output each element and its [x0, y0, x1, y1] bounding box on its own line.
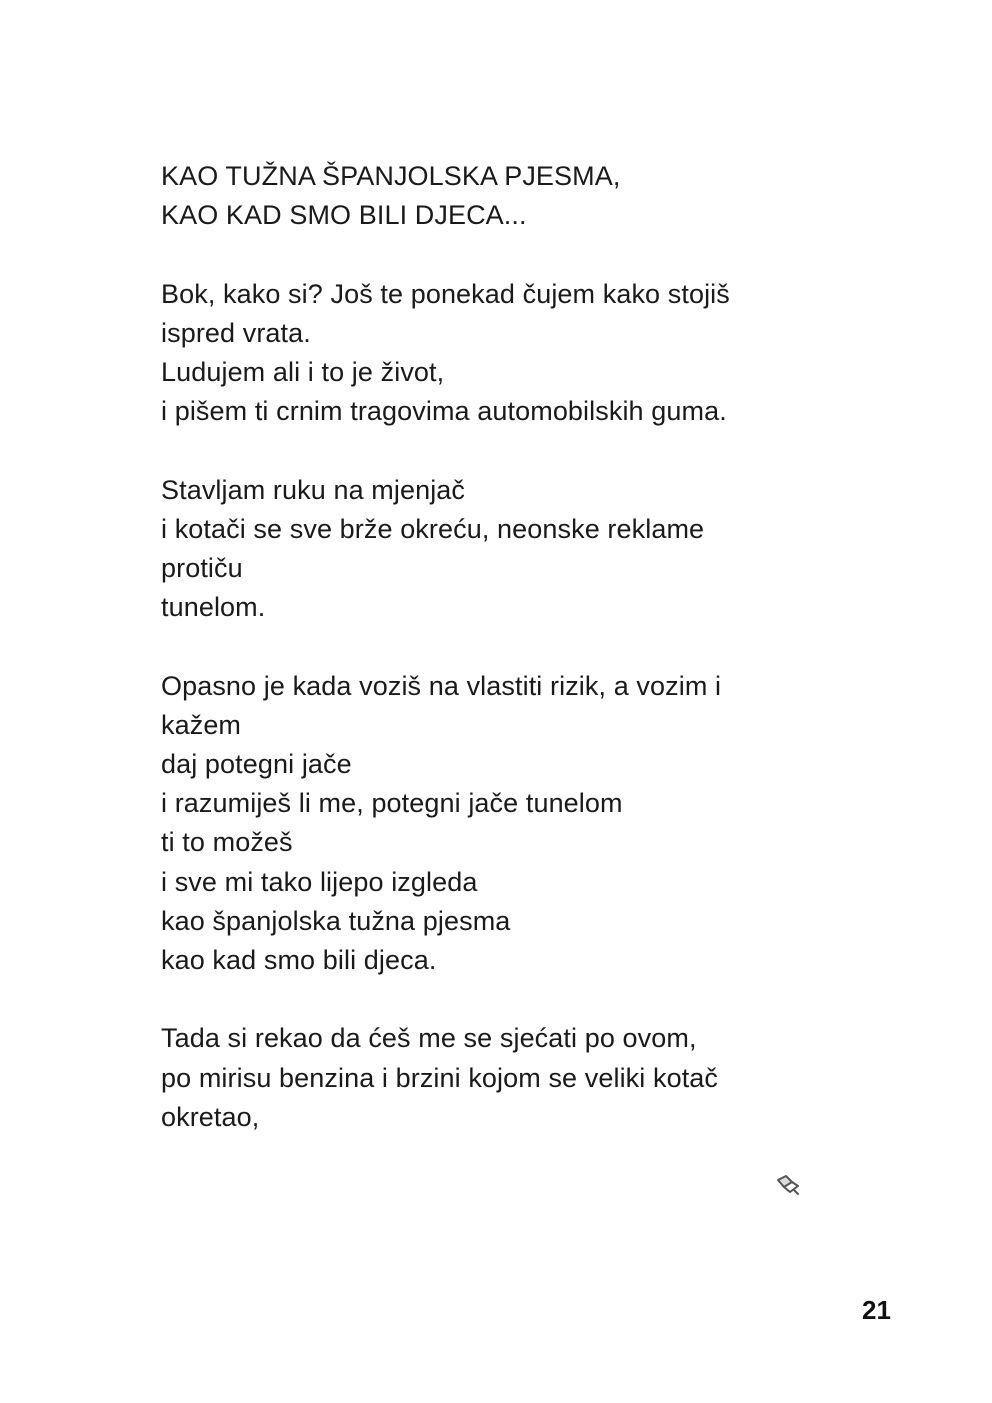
page-number: 21 — [862, 1295, 891, 1325]
poem-line: ti to možeš — [161, 827, 293, 858]
poem-line: i razumiješ li me, potegni jače tunelom — [161, 788, 623, 819]
poem-line: tunelom. — [161, 592, 266, 623]
stanza-4 — [161, 1019, 861, 1137]
poem-title-line-1: KAO TUŽNA ŠPANJOLSKA PJESMA, — [161, 161, 621, 191]
poem-title-line-2: KAO KAD SMO BILI DJECA... — [161, 200, 527, 231]
poem-line: okretao, — [161, 1101, 260, 1132]
poem-line: Tada si rekao da ćeš me se sjećati po ovom, — [161, 1023, 697, 1054]
poem-title — [161, 157, 861, 235]
page-turn-icon[interactable] — [774, 1172, 802, 1198]
poem-line: kao španjolska tužna pjesma — [161, 905, 511, 936]
poem-line: Stavljam ruku na mjenjač — [161, 474, 466, 505]
poem-line: Opasno je kada voziš na vlastiti rizik, a vozim i — [161, 670, 722, 701]
poem-line: ispred vrata. — [161, 317, 311, 348]
poem-body — [161, 157, 861, 1137]
stanza-1 — [161, 275, 861, 432]
poem-line: po mirisu benzina i brzini kojom se veliki kotač — [161, 1062, 719, 1093]
poem-line: kažem — [161, 709, 242, 740]
stanza-3 — [161, 667, 861, 981]
stanza-2 — [161, 471, 861, 628]
poem-line: protiču — [161, 553, 243, 583]
poem-line: kao kad smo bili djeca. — [161, 945, 437, 976]
poem-line: Bok, kako si? Još te ponekad čujem kako stojiš — [161, 278, 730, 309]
poem-line: i pišem ti crnim tragovima automobilskih guma. — [161, 396, 727, 427]
poem-line: i sve mi tako lijepo izgleda — [161, 866, 478, 897]
poem-line: Ludujem ali i to je život, — [161, 357, 445, 387]
poem-line: i kotači se sve brže okreću, neonske reklame — [161, 513, 705, 544]
poem-line: daj potegni jače — [161, 749, 352, 779]
